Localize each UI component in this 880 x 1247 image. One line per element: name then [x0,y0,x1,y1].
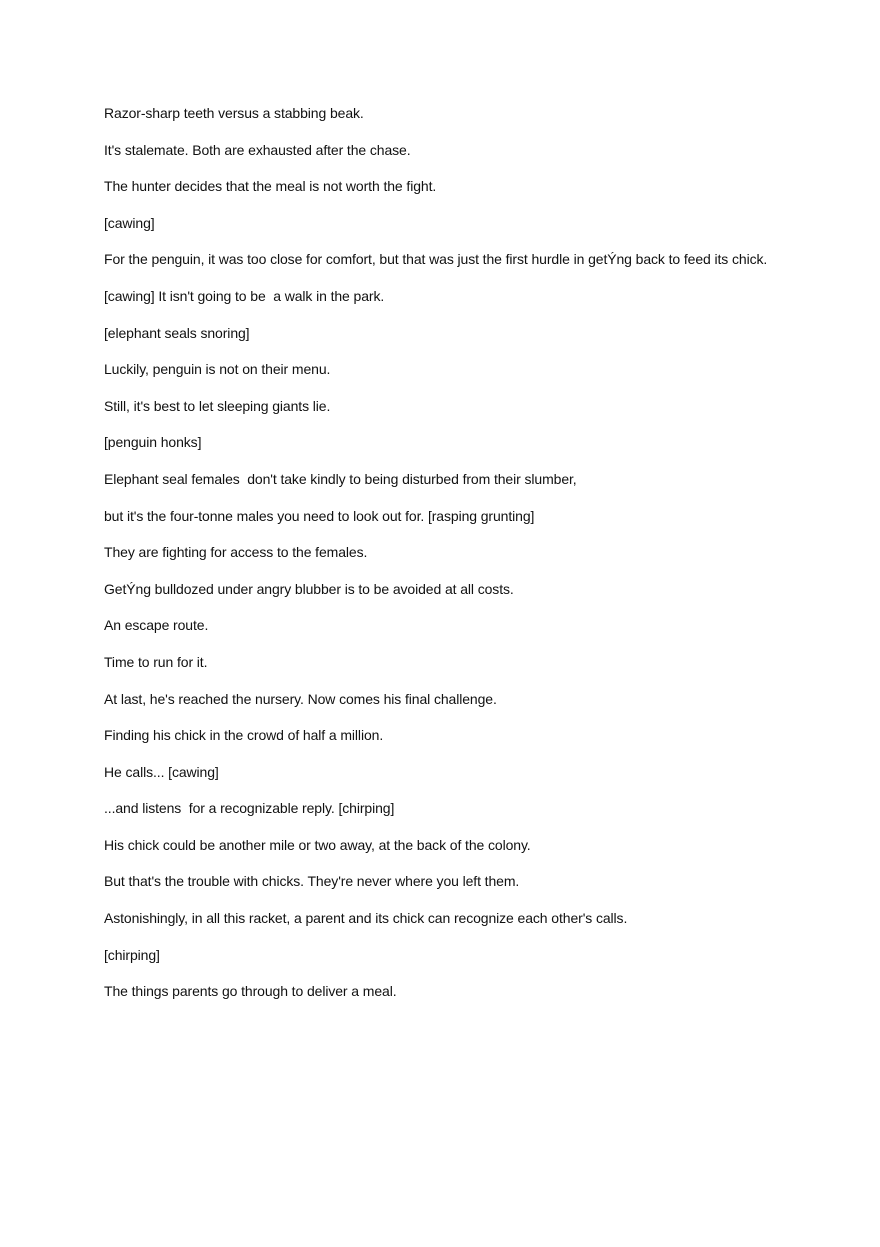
paragraph: ...and listens for a recognizable reply. [chirping] [104,800,395,817]
paragraph: For the penguin, it was too close for comfort, but that was just the first hurdle in getÝng back to feed its chick. [104,251,768,268]
paragraph: But that's the trouble with chicks. They're never where you left them. [104,873,520,890]
paragraph: [cawing] It isn't going to be a walk in the park. [104,287,385,304]
paragraph: It's stalemate. Both are exhausted after the chase. [104,141,411,158]
paragraph: Elephant seal females don't take kindly to being disturbed from their slumber, [104,470,577,487]
paragraph: [penguin honks] [104,434,202,451]
paragraph: GetÝng bulldozed under angry blubber is to be avoided at all costs. [104,580,514,597]
paragraph: Astonishingly, in all this racket, a parent and its chick can recognize each other's calls. [104,910,628,927]
paragraph: An escape route. [104,617,209,634]
paragraph: The hunter decides that the meal is not worth the fight. [104,178,437,195]
paragraph: [cawing] [104,214,155,231]
paragraph: Still, it's best to let sleeping giants lie. [104,397,331,414]
paragraph: Finding his chick in the crowd of half a million. [104,727,384,744]
paragraph: Luckily, penguin is not on their menu. [104,361,331,378]
paragraph: [elephant seals snoring] [104,324,250,341]
paragraph: [chirping] [104,946,160,963]
paragraph: The things parents go through to deliver a meal. [104,983,397,1000]
paragraph: At last, he's reached the nursery. Now comes his final challenge. [104,690,497,707]
paragraph: They are fighting for access to the females. [104,544,368,561]
paragraph: Time to run for it. [104,653,208,670]
paragraph: His chick could be another mile or two away, at the back of the colony. [104,836,531,853]
paragraph: He calls... [cawing] [104,763,219,780]
paragraph: but it's the four-tonne males you need to look out for. [rasping grunting] [104,507,535,524]
document-page [104,102,794,1017]
paragraph: Razor-sharp teeth versus a stabbing beak. [104,105,364,121]
